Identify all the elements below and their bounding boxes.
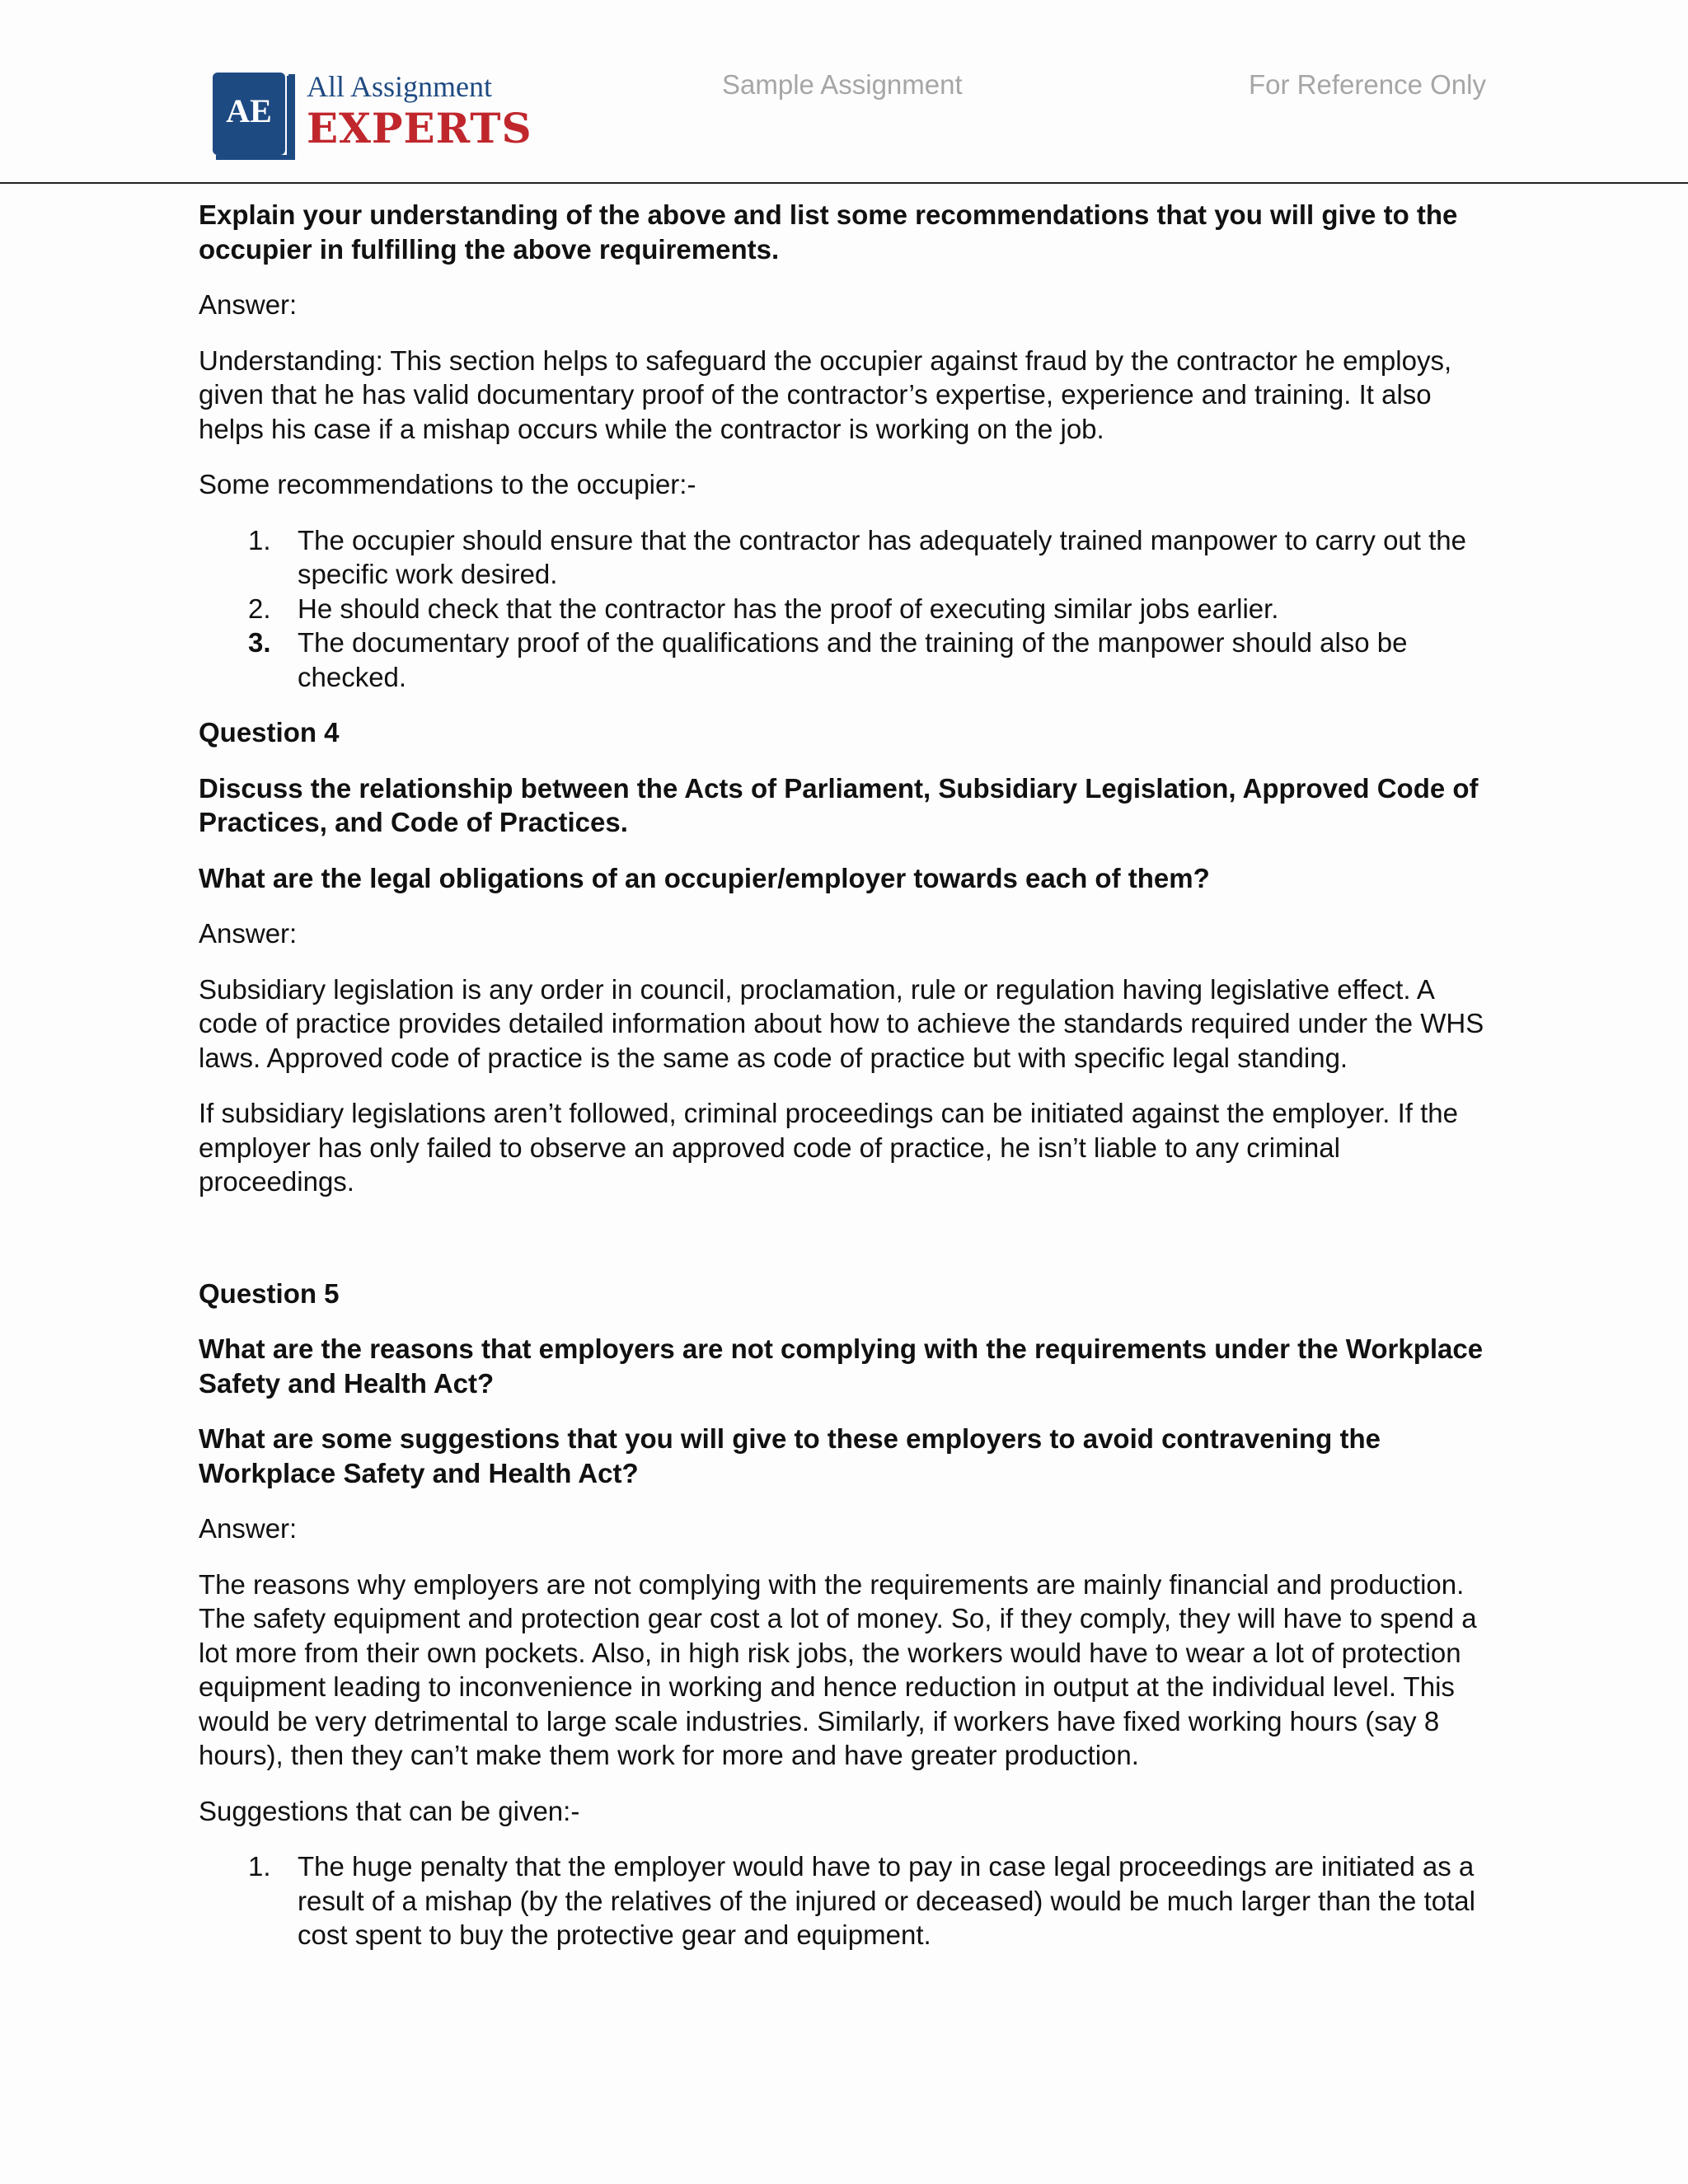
brand-logo xyxy=(213,69,532,168)
page-header xyxy=(0,0,1688,185)
q3-recommendations-intro: Some recommendations to the occupier:- xyxy=(199,469,696,499)
q3-answer-label: Answer: xyxy=(199,289,298,320)
list-item-number: 2. xyxy=(248,593,271,624)
q4-prompt-1: Discuss the relationship between the Acts of Parliament, Subsidiary Legislation, Approved Code of Practices, and Code of Practices. xyxy=(199,772,1479,837)
header-reference-label: For Reference Only xyxy=(1249,69,1486,100)
list-item-text: The huge penalty that the employer would have to pay in case legal proceedings are initiated as a result of a mishap (by the relatives of the injured or deceased) would be much larger than the total cost spent to buy the protective gear and equipment. xyxy=(298,1851,1475,1950)
header-divider xyxy=(0,182,1688,184)
list-item-text: The occupier should ensure that the contractor has adequately trained manpower to carry out the specific work desired. xyxy=(298,524,1467,589)
q3-recommendations-list xyxy=(199,523,1493,695)
q3-understanding: Understanding: This section helps to safeguard the occupier against fraud by the contractor he employs, given that he has valid documentary proof of the contractor’s expertise, experience and training. It also helps his case if a mishap occurs while the contractor is working on the job. xyxy=(199,344,1452,444)
q5-paragraph-1: The reasons why employers are not complying with the requirements are mainly financial and production. The safety equipment and protection gear cost a lot of money. So, if they comply, they will have to spend a lot more from their own pockets. Also, in high risk jobs, the workers would have to wear a lot of protection equipment leading to inconvenience in working and hence reduction in output at the individual level. This would be very detrimental to large scale industries. Similarly, if workers have fixed working hours (say 8 hours), then they can’t make them work for more and have greater production. xyxy=(199,1568,1477,1770)
q5-suggestions-intro: Suggestions that can be given:- xyxy=(199,1795,580,1826)
logo-book-icon xyxy=(213,73,298,163)
list-item-number: 1. xyxy=(248,524,271,555)
q5-suggestions-list xyxy=(199,1849,1493,1952)
list-item-text: The documentary proof of the qualifications and the training of the manpower should also be checked. xyxy=(298,627,1408,692)
section-spacer xyxy=(199,1221,1493,1277)
list-item-text: He should check that the contractor has the proof of executing similar jobs earlier. xyxy=(298,593,1279,624)
list-item-number: 1. xyxy=(248,1851,271,1882)
q3-prompt: Explain your understanding of the above and list some recommendations that you will give to the occupier in fulfilling the above requirements. xyxy=(199,199,1458,265)
q5-prompt-2: What are some suggestions that you will give to these employers to avoid contravening the Workplace Safety and Health Act? xyxy=(199,1423,1381,1488)
q4-answer-label: Answer: xyxy=(199,918,298,949)
logo-line-1: All Assignment xyxy=(307,70,493,103)
list-item xyxy=(199,523,1493,592)
q5-prompt-1: What are the reasons that employers are not complying with the requirements under the Workplace Safety and Health Act? xyxy=(199,1333,1484,1399)
q4-heading: Question 4 xyxy=(199,717,340,748)
q4-paragraph-1: Subsidiary legislation is any order in council, proclamation, rule or regulation having legislative effect. A code of practice provides detailed information about how to achieve the standards required under the WHS laws. Approved code of practice is the same as code of practice but with specific legal standing. xyxy=(199,973,1484,1073)
q4-paragraph-2: If subsidiary legislations aren’t followed, criminal proceedings can be initiated against the employer. If the employer has only failed to observe an approved code of practice, he isn’t liable to any criminal proceedings. xyxy=(199,1098,1459,1197)
logo-badge-text: AE xyxy=(226,92,272,129)
q5-heading: Question 5 xyxy=(199,1277,340,1309)
list-item xyxy=(199,1849,1493,1952)
list-item xyxy=(199,626,1493,694)
logo-line-2: EXPERTS xyxy=(307,104,532,152)
document-body xyxy=(199,198,1493,1974)
q5-answer-label: Answer: xyxy=(199,1513,298,1544)
header-sample-label: Sample Assignment xyxy=(722,69,963,100)
list-item xyxy=(199,592,1493,626)
list-item-number: 3. xyxy=(248,627,271,658)
q4-prompt-2: What are the legal obligations of an occupier/employer towards each of them? xyxy=(199,862,1210,893)
